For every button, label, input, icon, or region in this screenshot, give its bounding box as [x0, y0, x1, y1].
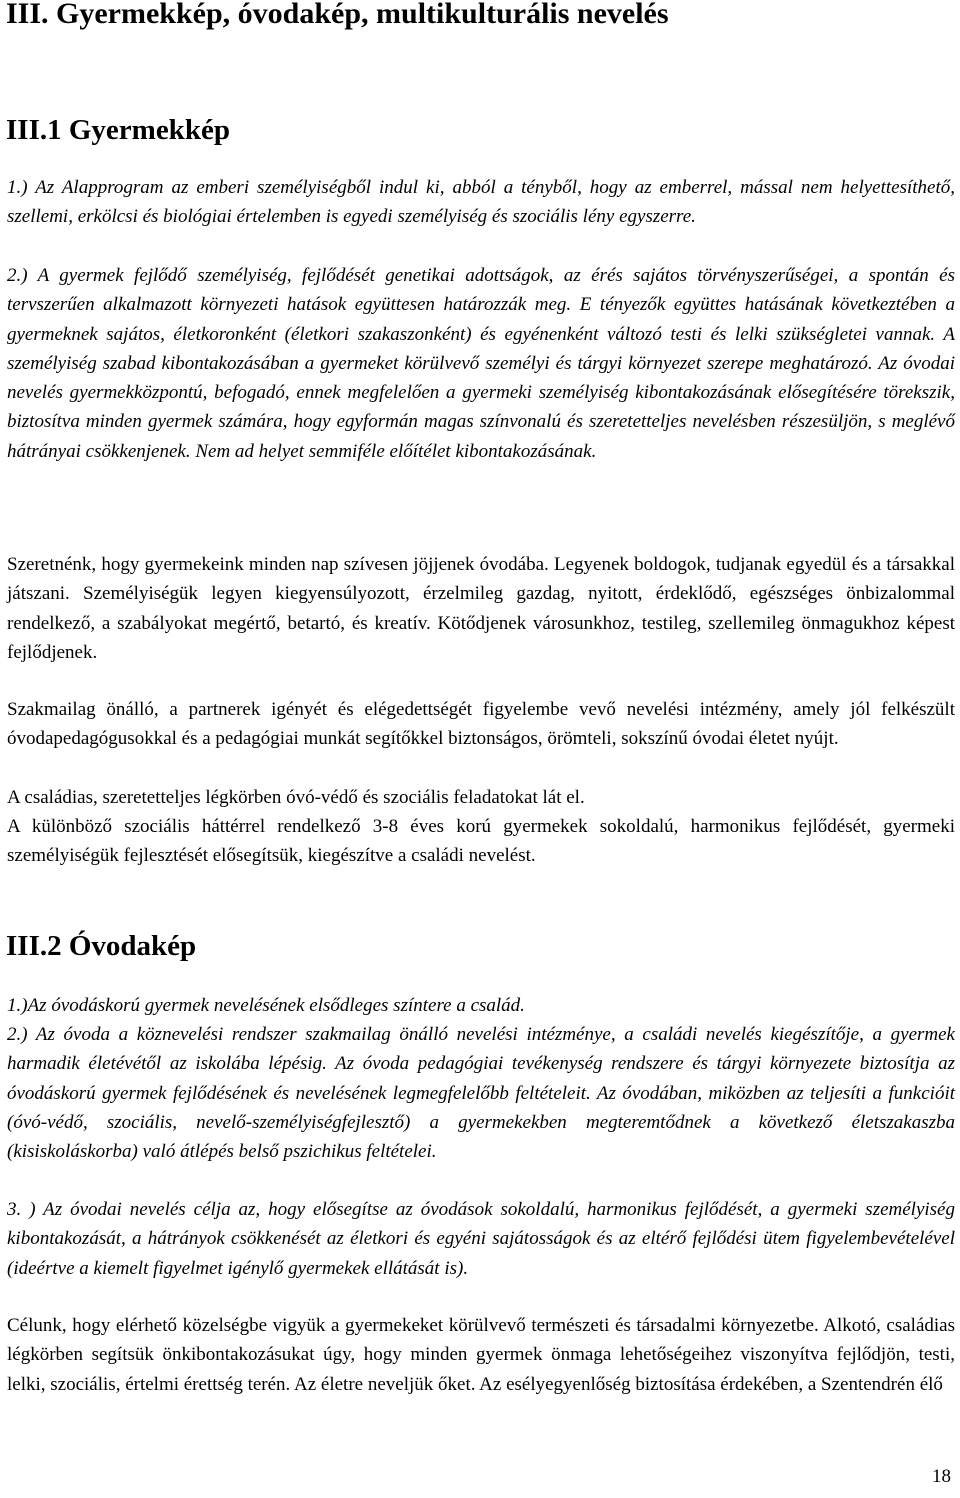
paragraph-6: A különböző szociális háttérrel rendelkező 3-8 éves korú gyermekek sokoldalú, harmonikus fejlődését, gyermeki személyiségük fejlesztését elősegítsük, kiegészítve a családi nevelést. — [7, 816, 955, 867]
paragraph-5: A családias, szeretetteljes légkörben óvó-védő és szociális feladatokat lát el. — [7, 787, 585, 808]
paragraph-8: 2.) Az óvoda a köznevelési rendszer szakmailag önálló nevelési intézménye, a családi nevelés kiegészítője, a gyermek harmadik életévétől az iskolába lépésig. Az óvoda pedagógiai tevékenység rendszere és tárgyi környezete biztosítja az óvodáskorú gyermek fejlődésének és nevelésének legmegfelelőbb feltételeit. Az óvodában, miközben az teljesíti a funkcióit (óvó-védő, szociális, nevelő-személyiségfejlesztő) a gyermekekben megteremtődnek a következő életszakaszba (kisiskoláskorba) való átlépés belső pszichikus feltételei. — [7, 1024, 955, 1163]
paragraph-4: Szakmailag önálló, a partnerek igényét és elégedettségét figyelembe vevő nevelési intézmény, amely jól felkészült óvodapedagógusokkal és a pedagógiai munkát segítőkkel biztonságos, örömteli, sokszínű óvodai életet nyújt. — [7, 699, 955, 750]
paragraph-10: Célunk, hogy elérhető közelségbe vigyük a gyermekeket körülvevő természeti és társadalmi környezetbe. Alkotó, családias légkörben segítsük önkibontakozásukat úgy, hogy minden gyermek önmaga lehetőségeihez viszonyítva fejlődjön, testi, lelki, szociális, értelmi érettség terén. Az életre neveljük őket. Az esélyegyenlőség biztosítása érdekében, a Szentendrén élő — [7, 1315, 955, 1395]
page-number: 18 — [932, 1466, 951, 1487]
paragraph-7: 1.)Az óvodáskorú gyermek nevelésének elsődleges színtere a család. — [7, 995, 525, 1016]
paragraph-9: 3. ) Az óvodai nevelés célja az, hogy elősegítse az óvodások sokoldalú, harmonikus fejlődését, a gyermeki személyiség kibontakozását, a hátrányok csökkenését az életkori és egyéni sajátosságok és az eltérő fejlődési ütem figyelembevételével (ideértve a kiemelt figyelmet igénylő gyermekek ellátását is). — [7, 1199, 955, 1279]
paragraph-2: 2.) A gyermek fejlődő személyiség, fejlődését genetikai adottságok, az érés sajátos törvényszerűségei, a spontán és tervszerűen alkalmazott környezeti hatások együttesen határozzák meg. E tényezők együttes hatásának következtében a gyermeknek sajátos, életkoronként (életkori szakaszonként) és egyénenként változó testi és lelki szükségletei vannak. A személyiség szabad kibontakozásában a gyermeket körülvevő személyi és tárgyi környezet szerepe meghatározó. Az óvodai nevelés gyermekközpontú, befogadó, ennek megfelelően a gyermeki személyiség kibontakozásának elősegítésére törekszik, biztosítva minden gyermek számára, hogy egyformán magas színvonalú és szeretetteljes nevelésben részesüljön, s meglévő hátrányai csökkenjenek. Nem ad helyet semmiféle előítélet kibontakozásának. — [7, 265, 955, 462]
section-heading-gyermekkep: III.1 Gyermekkép — [6, 114, 230, 146]
chapter-title: III. Gyermekkép, óvodakép, multikulturális nevelés — [6, 0, 669, 30]
section-heading-ovodakep: III.2 Óvodakép — [6, 930, 197, 962]
paragraph-1: 1.) Az Alapprogram az emberi személyiségből indul ki, abból a tényből, hogy az emberrel, mással nem helyettesíthető, szellemi, erkölcsi és biológiai értelemben is egyedi személyiség és szociális lény egyszerre. — [7, 177, 955, 228]
paragraph-3: Szeretnénk, hogy gyermekeink minden nap szívesen jöjjenek óvodába. Legyenek boldogok, tudjanak egyedül és a társakkal játszani. Személyiségük legyen kiegyensúlyozott, érzelmileg gazdag, nyitott, érdeklődő, egészséges önbizalommal rendelkező, a szabályokat megértő, betartó, és kreatív. Kötődjenek városunkhoz, testileg, szellemileg önmagukhoz képest fejlődjenek. — [7, 554, 955, 663]
